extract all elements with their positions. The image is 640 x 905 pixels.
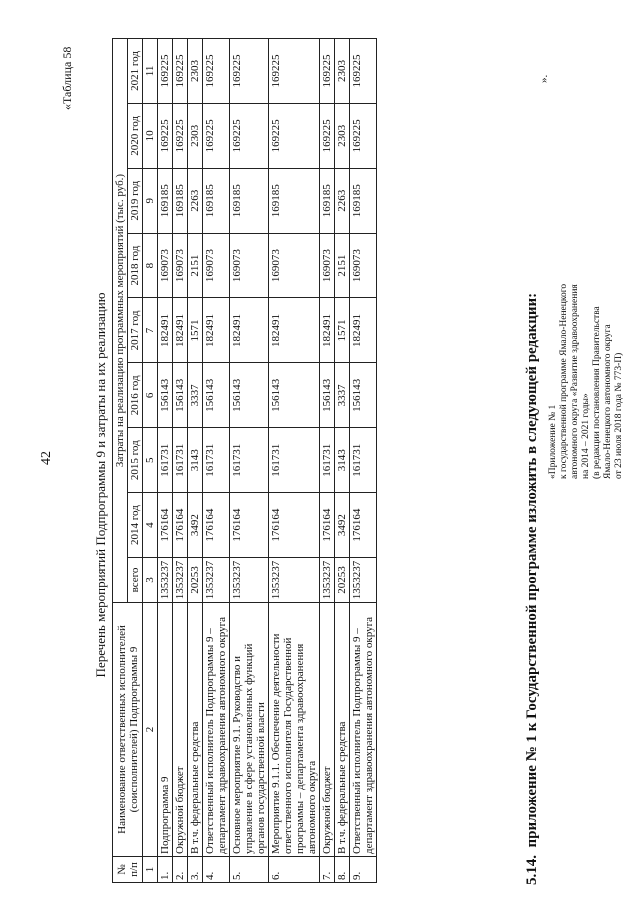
row-year-value: 3492	[335, 493, 350, 558]
costs-table	[112, 38, 377, 883]
row-year-value: 2263	[335, 168, 350, 233]
clause-text: приложение № 1 к Государственной программе изложить в следующей редакции:	[524, 292, 540, 848]
row-number: 5.	[230, 857, 269, 883]
row-year-value: 2303	[188, 39, 203, 104]
row-year-value: 169225	[158, 39, 173, 104]
row-number: 3.	[188, 857, 203, 883]
clause-paragraph	[524, 293, 541, 885]
row-year-value: 169225	[230, 103, 269, 168]
row-year-value: 161731	[320, 428, 335, 493]
row-name: Подпрограмма 9	[158, 603, 173, 857]
row-year-value: 1571	[335, 298, 350, 363]
row-name: В т.ч. федеральные средства	[335, 603, 350, 857]
column-index-cell: 7	[143, 298, 158, 363]
row-year-value: 169225	[320, 39, 335, 104]
row-year-value: 169185	[230, 168, 269, 233]
column-index-cell: 1	[143, 857, 158, 883]
row-year-value: 182491	[320, 298, 335, 363]
row-name: Мероприятие 9.1.1. Обеспечение деятельности ответственного исполнителя Государственной программы – департамента здравоохранения автономного округа	[269, 603, 320, 857]
row-year-value: 156143	[203, 363, 230, 428]
header-year: 2015 год	[128, 428, 143, 493]
row-name: Основное мероприятие 9.1. Руководство и управление в сфере установленных функций органов государственной власти	[230, 603, 269, 857]
table-row	[350, 39, 377, 883]
row-year-value: 169225	[320, 103, 335, 168]
row-total-value: 1353237	[320, 558, 335, 603]
table-row	[335, 39, 350, 883]
table-row	[320, 39, 335, 883]
row-year-value: 2263	[188, 168, 203, 233]
table-row	[188, 39, 203, 883]
row-year-value: 161731	[158, 428, 173, 493]
table-title: Перечень мероприятий Подпрограммы 9 и затраты на их реализацию	[93, 292, 108, 678]
clause-number: 5.14.	[524, 855, 540, 885]
row-year-value: 2303	[335, 39, 350, 104]
row-year-value: 169225	[269, 39, 320, 104]
table-row	[173, 39, 188, 883]
row-year-value: 169073	[203, 233, 230, 298]
header-name: Наименование ответственных исполнителей (соисполнителей) Подпрограммы 9	[113, 603, 143, 857]
row-year-value: 176164	[320, 493, 335, 558]
header-year: 2017 год	[128, 298, 143, 363]
column-index-cell: 10	[143, 103, 158, 168]
appendix-line: автономного округа «Развитие здравоохранения	[570, 284, 580, 479]
row-year-value: 3143	[188, 428, 203, 493]
row-year-value: 169073	[158, 233, 173, 298]
appendix-line: (в редакции постановления Правительства	[592, 306, 602, 479]
header-costs-group: Затраты на реализацию программных мероприятий (тыс. руб.)	[113, 39, 128, 603]
row-year-value: 161731	[173, 428, 188, 493]
row-number: 8.	[335, 857, 350, 883]
row-year-value: 176164	[158, 493, 173, 558]
row-year-value: 169185	[269, 168, 320, 233]
row-year-value: 161731	[230, 428, 269, 493]
row-year-value: 169225	[203, 103, 230, 168]
row-year-value: 182491	[203, 298, 230, 363]
row-year-value: 156143	[173, 363, 188, 428]
row-year-value: 182491	[350, 298, 377, 363]
column-index-cell: 8	[143, 233, 158, 298]
row-year-value: 3492	[188, 493, 203, 558]
appendix-line: Ямало-Ненецкого автономного округа	[603, 324, 613, 479]
appendix-line: на 2014 – 2021 годы»	[581, 393, 591, 479]
row-year-value: 156143	[320, 363, 335, 428]
row-year-value: 3337	[335, 363, 350, 428]
row-year-value: 169073	[230, 233, 269, 298]
row-year-value: 156143	[350, 363, 377, 428]
column-index-cell: 5	[143, 428, 158, 493]
row-year-value: 169185	[158, 168, 173, 233]
end-quote-mark: ».	[538, 74, 550, 83]
row-year-value: 2303	[335, 103, 350, 168]
column-index-cell: 3	[143, 558, 158, 603]
row-year-value: 169225	[158, 103, 173, 168]
row-year-value: 169225	[173, 103, 188, 168]
row-year-value: 169225	[350, 39, 377, 104]
table-tag: «Таблица 58	[60, 46, 74, 110]
row-year-value: 1571	[188, 298, 203, 363]
row-year-value: 169073	[320, 233, 335, 298]
header-year: 2018 год	[128, 233, 143, 298]
row-year-value: 161731	[203, 428, 230, 493]
row-year-value: 161731	[350, 428, 377, 493]
header-year: 2021 год	[128, 39, 143, 104]
column-index-cell: 9	[143, 168, 158, 233]
page-number: 42	[39, 451, 54, 465]
column-index-cell: 4	[143, 493, 158, 558]
row-name: Окружной бюджет	[320, 603, 335, 857]
header-num: № п/п	[113, 857, 143, 883]
row-name: В т.ч. федеральные средства	[188, 603, 203, 857]
row-year-value: 169073	[269, 233, 320, 298]
row-year-value: 169225	[350, 103, 377, 168]
row-name: Ответственный исполнитель Подпрограммы 9 – департамент здравоохранения автономного округа	[203, 603, 230, 857]
header-year: 2020 год	[128, 103, 143, 168]
column-index-cell: 11	[143, 39, 158, 104]
row-year-value: 182491	[173, 298, 188, 363]
row-year-value: 156143	[230, 363, 269, 428]
row-year-value: 169185	[203, 168, 230, 233]
row-year-value: 156143	[158, 363, 173, 428]
row-year-value: 169225	[203, 39, 230, 104]
row-total-value: 20253	[335, 558, 350, 603]
row-year-value: 2151	[188, 233, 203, 298]
row-year-value: 176164	[173, 493, 188, 558]
column-index-row	[143, 39, 158, 883]
row-year-value: 3337	[188, 363, 203, 428]
header-year: 2019 год	[128, 168, 143, 233]
row-total-value: 1353237	[269, 558, 320, 603]
row-number: 6.	[269, 857, 320, 883]
row-year-value: 176164	[230, 493, 269, 558]
row-number: 2.	[173, 857, 188, 883]
table-row	[203, 39, 230, 883]
table-row	[158, 39, 173, 883]
appendix-line: «Приложение № 1	[548, 404, 558, 479]
header-total: всего	[128, 558, 143, 603]
row-year-value: 3143	[335, 428, 350, 493]
row-year-value: 2303	[188, 103, 203, 168]
row-year-value: 161731	[269, 428, 320, 493]
row-year-value: 176164	[350, 493, 377, 558]
header-year: 2016 год	[128, 363, 143, 428]
row-number: 7.	[320, 857, 335, 883]
row-name: Ответственный исполнитель Подпрограммы 9 – департамент здравоохранения автономного округа	[350, 603, 377, 857]
row-year-value: 169225	[269, 103, 320, 168]
column-index-cell: 2	[143, 603, 158, 857]
row-year-value: 169225	[173, 39, 188, 104]
row-number: 9.	[350, 857, 377, 883]
row-year-value: 182491	[158, 298, 173, 363]
row-total-value: 1353237	[158, 558, 173, 603]
appendix-line: к государственной программе Ямало-Ненецкого	[559, 283, 569, 479]
row-total-value: 1353237	[230, 558, 269, 603]
row-total-value: 1353237	[203, 558, 230, 603]
appendix-line: от 23 июля 2018 года № 773-П)	[614, 352, 624, 479]
row-year-value: 182491	[230, 298, 269, 363]
table-row	[269, 39, 320, 883]
row-year-value: 176164	[203, 493, 230, 558]
row-year-value: 169073	[173, 233, 188, 298]
row-total-value: 20253	[188, 558, 203, 603]
row-year-value: 156143	[269, 363, 320, 428]
row-year-value: 169073	[350, 233, 377, 298]
row-number: 1.	[158, 857, 173, 883]
column-index-cell: 6	[143, 363, 158, 428]
row-year-value: 169185	[320, 168, 335, 233]
row-name: Окружной бюджет	[173, 603, 188, 857]
row-year-value: 176164	[269, 493, 320, 558]
row-year-value: 169185	[350, 168, 377, 233]
row-total-value: 1353237	[350, 558, 377, 603]
header-year: 2014 год	[128, 493, 143, 558]
appendix-header	[548, 159, 625, 479]
row-year-value: 182491	[269, 298, 320, 363]
row-number: 4.	[203, 857, 230, 883]
row-year-value: 2151	[335, 233, 350, 298]
row-year-value: 169185	[173, 168, 188, 233]
row-year-value: 169225	[230, 39, 269, 104]
table-row	[230, 39, 269, 883]
row-total-value: 1353237	[173, 558, 188, 603]
